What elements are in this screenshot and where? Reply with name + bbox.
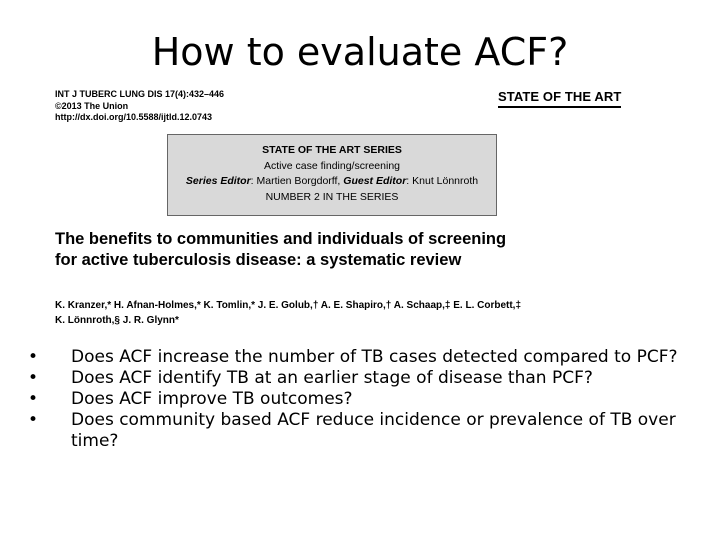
guest-editor-label: Guest Editor [343, 175, 407, 187]
series-info-box [167, 134, 497, 216]
guest-editor-name: : Knut Lönnroth [406, 175, 479, 187]
question-list [28, 347, 688, 452]
paper-title-line: The benefits to communities and individuals of screening [55, 230, 507, 248]
series-topic: Active case finding/screening [264, 159, 400, 172]
journal-copyright: ©2013 The Union [55, 100, 129, 111]
list-item [28, 410, 688, 452]
list-item-text: Does ACF increase the number of TB cases detected compared to PCF? [71, 347, 678, 367]
list-item-text: Does community based ACF reduce incidence or prevalence of TB over time? [71, 410, 676, 451]
bullet-marker: • [28, 368, 39, 388]
section-tag: STATE OF THE ART [498, 89, 621, 108]
bullet-marker: • [28, 410, 39, 430]
authors-line: K. Lönnroth,§ J. R. Glynn* [55, 315, 179, 326]
journal-doi: http://dx.doi.org/10.5588/ijtld.12.0743 [55, 112, 213, 122]
paper-title-line: for active tuberculosis disease: a systematic review [55, 251, 462, 269]
slide-title: How to evaluate ACF? [151, 30, 569, 74]
journal-reference [55, 89, 224, 124]
series-heading: STATE OF THE ART SERIES [262, 144, 402, 156]
paper-title [55, 229, 615, 271]
list-item [28, 368, 688, 389]
list-item-text: Does ACF identify TB at an earlier stage of disease than PCF? [71, 368, 593, 388]
list-item [28, 347, 688, 368]
series-editor-label: Series Editor [185, 175, 251, 187]
list-item [28, 389, 688, 410]
list-item-text: Does ACF improve TB outcomes? [71, 389, 353, 409]
authors-line: K. Kranzer,* H. Afnan-Holmes,* K. Tomlin,* J. E. Golub,† A. E. Shapiro,† A. Schaap,‡ E. L. Corbett,‡ [55, 300, 522, 311]
series-number: NUMBER 2 IN THE SERIES [265, 190, 399, 203]
bullet-marker: • [28, 389, 39, 409]
bullet-marker: • [28, 347, 39, 367]
series-editor-name: : Martien Borgdorff, [250, 175, 344, 187]
journal-citation: INT J TUBERC LUNG DIS 17(4):432–446 [55, 89, 225, 99]
series-editors [168, 174, 496, 190]
paper-authors [55, 298, 675, 328]
